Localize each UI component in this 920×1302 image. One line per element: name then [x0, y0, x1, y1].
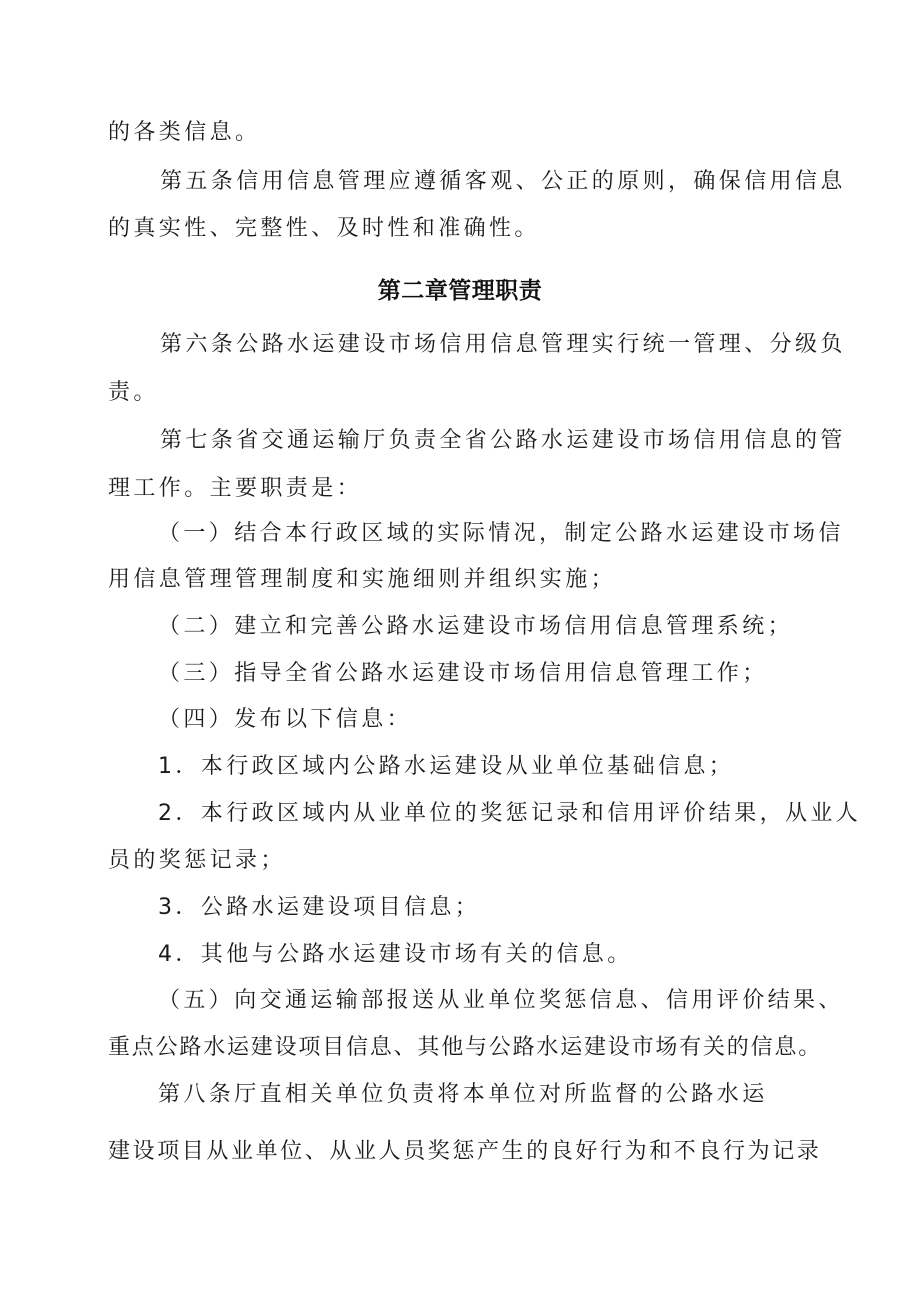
text-line: 第八条厅直相关单位负责将本单位对所监督的公路水运 [158, 1082, 768, 1107]
text-line: 员的奖惩记录； [108, 848, 286, 873]
text-line: 第七条省交通运输厅负责全省公路水运建设市场信用信息的管 [160, 428, 846, 453]
text-line: 建设项目从业单位、从业人员奖惩产生的良好行为和不良行为记录 [108, 1139, 822, 1164]
text-line: 用信息管理管理制度和实施细则并组织实施； [108, 567, 617, 592]
text-line: 第五条信用信息管理应遵循客观、公正的原则，确保信用信息 [160, 169, 846, 194]
text-line: （一）结合本行政区域的实际情况，制定公路水运建设市场信 [158, 521, 844, 546]
text-line: 责。 [108, 380, 159, 405]
text-line: 重点公路水运建设项目信息、其他与公路水运建设市场有关的信息。 [108, 1035, 823, 1060]
text-line: （三）指导全省公路水运建设市场信用信息管理工作； [158, 661, 768, 686]
chapter-heading: 第二章管理职责 [377, 278, 543, 304]
text-line: （四）发布以下信息： [158, 707, 413, 732]
text-line: 的真实性、完整性、及时性和准确性。 [108, 216, 540, 241]
text-line: （二）建立和完善公路水运建设市场信用信息管理系统； [158, 614, 794, 639]
text-line: 理工作。主要职责是： [108, 476, 363, 501]
text-line: 4．其他与公路水运建设市场有关的信息。 [158, 942, 633, 967]
text-line: 3．公路水运建设项目信息； [158, 895, 481, 920]
text-line: 的各类信息。 [108, 120, 261, 145]
text-line: 第六条公路水运建设市场信用信息管理实行统一管理、分级负 [160, 332, 846, 357]
text-line: 2．本行政区域内从业单位的奖惩记录和信用评价结果，从业人 [158, 801, 862, 826]
text-line: 1．本行政区域内公路水运建设从业单位基础信息； [158, 754, 735, 779]
text-line: （五）向交通运输部报送从业单位奖惩信息、信用评价结果、 [158, 988, 844, 1013]
